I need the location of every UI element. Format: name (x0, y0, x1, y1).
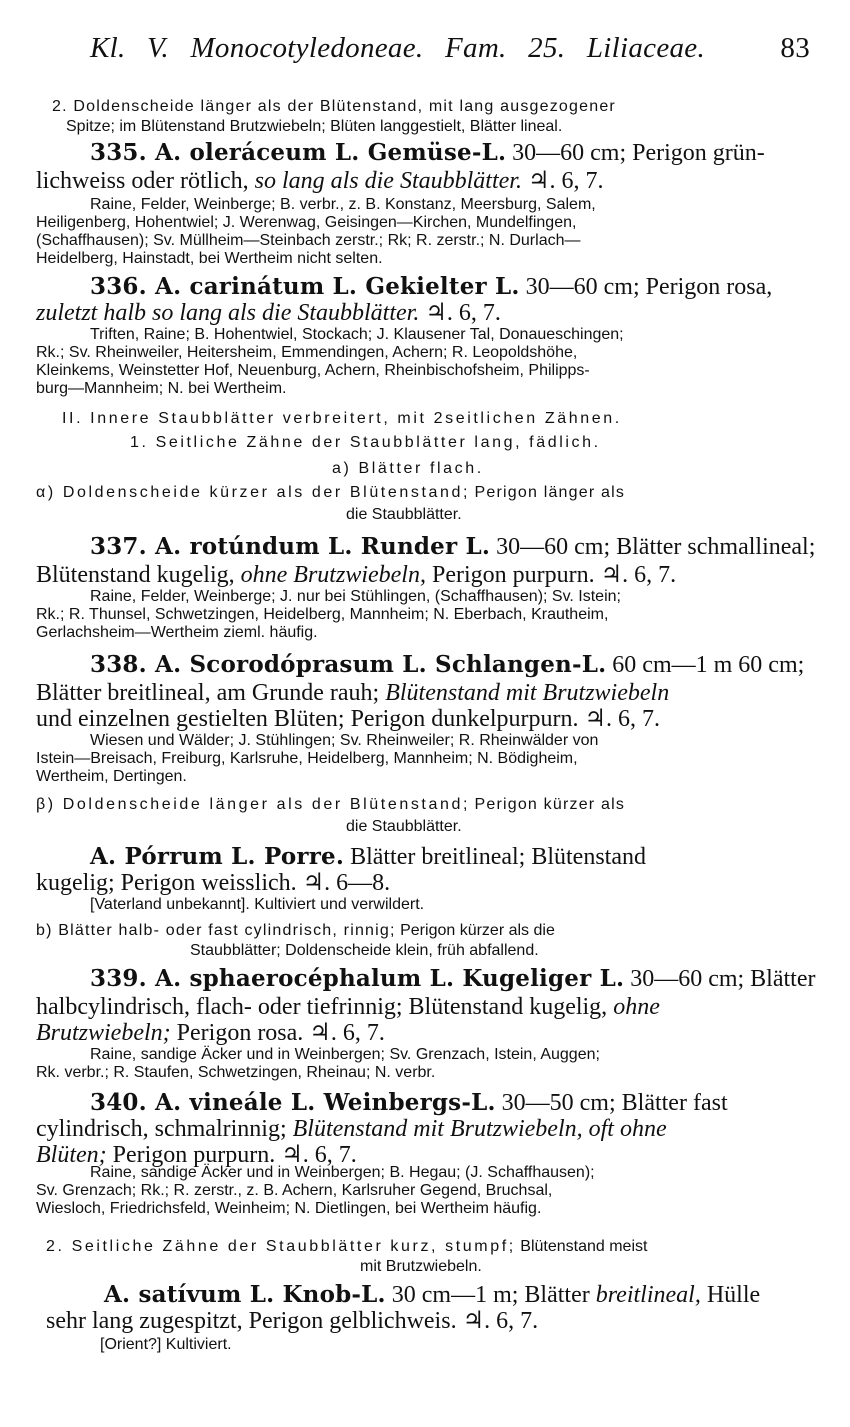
locality-line: Heiligenberg, Hohentwiel; J. Werenwag, Geisingen—Kirchen, Mundelfingen, (36, 214, 577, 231)
species-description: 30—60 cm; Blätter schmallineal; (496, 534, 816, 560)
species-337-line (36, 562, 676, 588)
species-339-line (36, 994, 660, 1020)
key-line: Spitze; im Blütenstand Brutzwiebeln; Blüten langgestielt, Blätter lineal. (66, 118, 563, 135)
species-340-line (90, 1090, 728, 1116)
species-336-line (36, 300, 501, 326)
locality-line: Rk.; R. Thunsel, Schwetzingen, Heidelberg, Mannheim; N. Eberbach, Krautheim, (36, 606, 609, 623)
species-description: cylindrisch, schmalrinnig; (36, 1116, 287, 1142)
key-heading: II. Innere Staubblätter verbreitert, mit 2seitlichen Zähnen. (62, 410, 622, 427)
species-description: 30—50 cm; Blätter fast (501, 1090, 728, 1116)
locality-line: Raine, sandige Äcker und in Weinbergen; Sv. Grenzach, Istein, Auggen; (90, 1046, 600, 1063)
locality-line: Raine, sandige Äcker und in Weinbergen; B. Hegau; (J. Schaffhausen); (90, 1164, 595, 1181)
species-description-italic: so lang als die Staubblätter. (254, 168, 522, 194)
key-text: Perigon länger als (474, 484, 626, 501)
species-porrum-line: kugelig; Perigon weisslich. ♃. 6—8. (36, 870, 391, 896)
species-description: Perigon rosa. ♃. 6, 7. (176, 1020, 385, 1046)
species-description-italic: breitlineal, (595, 1282, 701, 1308)
species-description-italic: zuletzt halb so lang als die Staubblätter. (36, 300, 420, 326)
species-description-italic: Blütenstand mit Brutzwiebeln, oft ohne (292, 1116, 667, 1142)
species-sativum-line (104, 1282, 760, 1308)
species-name: A. Pórrum L. Porre. (90, 843, 345, 870)
running-title: Kl. V. Monocotyledoneae. Fam. 25. Liliaceae. (90, 32, 706, 64)
key-line: die Staubblätter. (346, 818, 462, 835)
species-335-line (90, 140, 765, 166)
species-description: Blütenstand kugelig, (36, 562, 235, 588)
key-line (36, 484, 625, 502)
key-text: α) Doldenscheide kürzer als der Blütenstand; (36, 484, 471, 501)
locality-line: Gerlachsheim—Wertheim zieml. häufig. (36, 624, 318, 641)
key-text: Perigon kürzer als (474, 796, 626, 813)
flowering-time: ♃. 6, 7. (527, 168, 604, 194)
locality-line: burg—Mannheim; N. bei Wertheim. (36, 380, 287, 397)
key-line: Staubblätter; Doldenscheide klein, früh abfallend. (190, 942, 539, 959)
key-text: b) Blätter halb- oder fast cylindrisch, rinnig; (36, 922, 396, 939)
species-description: 30—60 cm; Perigon grün- (512, 140, 765, 166)
key-heading: 1. Seitliche Zähne der Staubblätter lang, fädlich. (130, 434, 601, 451)
species-description: Hülle (706, 1282, 761, 1308)
species-description: Blätter breitlineal, am Grunde rauh; (36, 680, 380, 706)
species-description-italic: ohne (613, 994, 660, 1020)
species-description: Perigon purpurn. ♃. 6, 7. (431, 562, 677, 588)
species-338-line: und einzelnen gestielten Blüten; Perigon dunkelpurpurn. ♃. 6, 7. (36, 706, 661, 732)
species-name: 339. A. sphaerocéphalum L. Kugeliger L. (90, 965, 625, 992)
key-line (46, 1238, 647, 1256)
species-338-line (36, 680, 669, 706)
species-description-italic: Blüten; (36, 1142, 107, 1168)
key-line: mit Brutzwiebeln. (360, 1258, 482, 1275)
species-339-line (90, 966, 815, 992)
species-description: Blätter breitlineal; Blütenstand (350, 844, 646, 870)
locality-line: (Schaffhausen); Sv. Müllheim—Steinbach zerstr.; Rk; R. zerstr.; N. Durlach— (36, 232, 581, 249)
species-description: 30 cm—1 m; Blätter (391, 1282, 590, 1308)
species-339-line (36, 1020, 385, 1046)
species-description-italic: ohne Brutzwiebeln, (240, 562, 426, 588)
flowering-time: ♃. 6, 7. (425, 300, 501, 326)
key-line (36, 796, 625, 814)
species-335-line (36, 168, 603, 194)
locality-line: Rk. verbr.; R. Staufen, Schwetzingen, Rheinau; N. verbr. (36, 1064, 436, 1081)
locality-line: Wiesloch, Friedrichsfeld, Weinheim; N. Dietlingen, bei Wertheim häufig. (36, 1200, 542, 1217)
species-name: 336. A. carinátum L. Gekielter L. (90, 273, 520, 300)
species-description: 30—60 cm; Perigon rosa, (525, 274, 773, 300)
species-name: 338. A. Scorodóprasum L. Schlangen-L. (90, 651, 607, 678)
species-description-italic: Blütenstand mit Brutzwiebeln (385, 680, 670, 706)
locality-line: Raine, Felder, Weinberge; B. verbr., z. B. Konstanz, Meersburg, Salem, (90, 196, 596, 213)
locality-line: Heidelberg, Hainstadt, bei Wertheim nicht selten. (36, 250, 383, 267)
species-name: 335. A. oleráceum L. Gemüse-L. (90, 139, 507, 166)
locality-line: Raine, Felder, Weinberge; J. nur bei Stühlingen, (Schaffhausen); Sv. Istein; (90, 588, 621, 605)
locality-line: [Vaterland unbekannt]. Kultiviert und verwildert. (90, 896, 425, 913)
species-description: halbcylindrisch, flach- oder tiefrinnig; Blütenstand kugelig, (36, 994, 608, 1020)
running-header (90, 32, 810, 65)
species-description-italic: Brutzwiebeln; (36, 1020, 171, 1046)
locality-line: [Orient?] Kultiviert. (100, 1336, 232, 1353)
locality-line: Triften, Raine; B. Hohentwiel, Stockach; J. Klausener Tal, Donaueschingen; (90, 326, 624, 343)
locality-line: Kleinkems, Weinstetter Hof, Neuenburg, Achern, Rheinbischofsheim, Philipps- (36, 362, 590, 379)
page-number: 83 (780, 32, 810, 64)
key-text: Blütenstand meist (520, 1238, 648, 1255)
species-337-line (90, 534, 815, 560)
key-line: 2. Doldenscheide länger als der Blütenstand, mit lang ausgezogener (52, 98, 616, 115)
key-text: 2. Seitliche Zähne der Staubblätter kurz, stumpf; (46, 1238, 516, 1255)
species-name: A. satívum L. Knob-L. (104, 1281, 386, 1308)
species-338-line (90, 652, 804, 678)
species-340-line (36, 1116, 667, 1142)
species-description: 60 cm—1 m 60 cm; (612, 652, 805, 678)
locality-line: Rk.; Sv. Rheinweiler, Heitersheim, Emmendingen, Achern; R. Leopoldshöhe, (36, 344, 578, 361)
key-text: β) Doldenscheide länger als der Blütenstand; (36, 796, 471, 813)
locality-line: Sv. Grenzach; Rk.; R. zerstr., z. B. Achern, Karlsruher Gegend, Bruchsal, (36, 1182, 553, 1199)
species-sativum-line: sehr lang zugespitzt, Perigon gelblichweis. ♃. 6, 7. (46, 1308, 539, 1334)
species-porrum-line (90, 844, 646, 870)
species-336-line (90, 274, 772, 300)
key-heading: a) Blätter flach. (332, 460, 484, 477)
species-description: lichweiss oder rötlich, (36, 168, 249, 194)
species-name: 337. A. rotúndum L. Runder L. (90, 533, 491, 560)
species-description: Perigon purpurn. ♃. 6, 7. (112, 1142, 357, 1168)
species-description: 30—60 cm; Blätter (630, 966, 816, 992)
key-line (36, 922, 555, 940)
locality-line: Istein—Breisach, Freiburg, Karlsruhe, Heidelberg, Mannheim; N. Bödigheim, (36, 750, 578, 767)
key-line: die Staubblätter. (346, 506, 462, 523)
locality-line: Wertheim, Dertingen. (36, 768, 187, 785)
locality-line: Wiesen und Wälder; J. Stühlingen; Sv. Rheinweiler; R. Rheinwälder von (90, 732, 599, 749)
key-text: Perigon kürzer als die (400, 922, 555, 939)
species-name: 340. A. vineále L. Weinbergs-L. (90, 1089, 496, 1116)
